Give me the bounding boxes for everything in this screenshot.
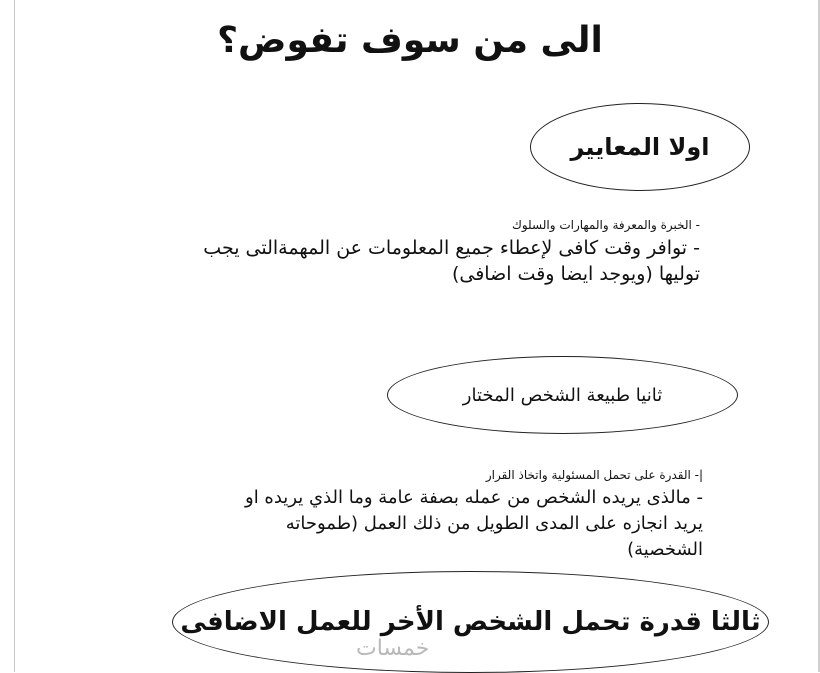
criteria-heading: اولا المعايير <box>570 133 710 161</box>
criteria-big-text: - توافر وقت كافى لإعطاء جميع المعلومات عن المهمةالتى يجب توليها (ويوجد ايضا وقت اضافى) <box>203 237 700 285</box>
watermark-logo: خمسات <box>356 636 430 661</box>
criteria-text-block <box>200 215 700 287</box>
person-nature-small-line: |- القدرة على تحمل المسئولية واتخاذ القرار <box>485 468 703 482</box>
capacity-heading: ثالثا قدرة تحمل الشخص الأخر للعمل الاضافى <box>180 607 761 637</box>
capacity-heading-ellipse <box>172 571 769 673</box>
page-title: الى من سوف تفوض؟ <box>217 20 603 61</box>
person-nature-text-block <box>220 465 703 563</box>
person-nature-heading-ellipse <box>387 356 738 434</box>
person-nature-big-text: - مالذى يريده الشخص من عمله بصفة عامة وما الذي يريده او يريد انجازه على المدى الطويل من ذلك العمل (طموحاته الشخصية) <box>245 487 703 560</box>
page-left-border <box>14 0 15 672</box>
person-nature-heading: ثانيا طبيعة الشخص المختار <box>462 384 663 406</box>
criteria-small-line: - الخبرة والمعرفة والمهارات والسلوك <box>511 218 700 232</box>
criteria-heading-ellipse <box>530 103 750 191</box>
